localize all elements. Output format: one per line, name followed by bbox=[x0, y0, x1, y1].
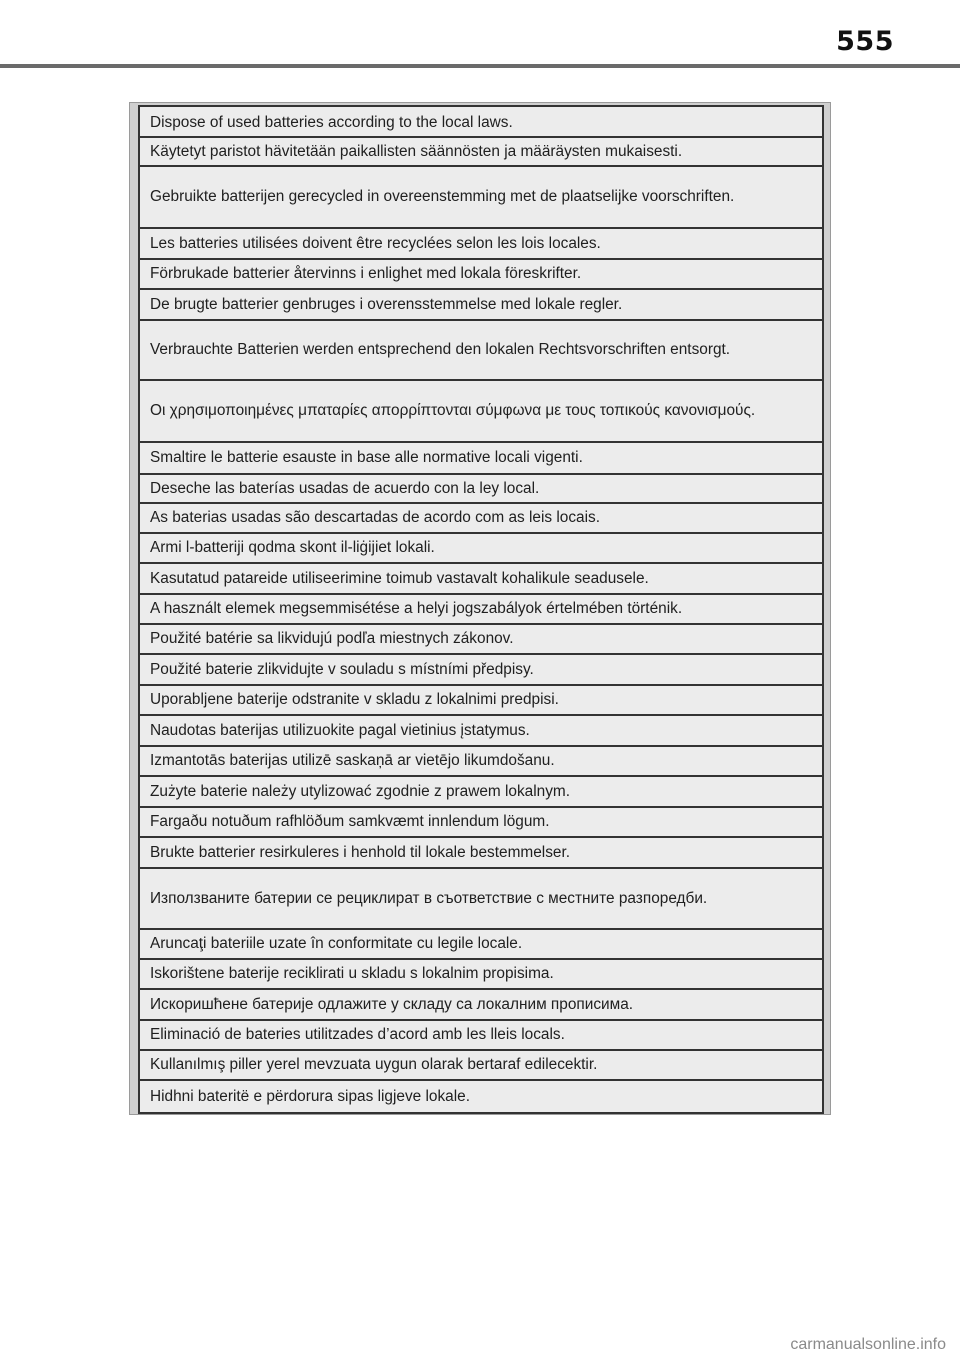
statement-row bbox=[140, 260, 822, 290]
statement-text: Förbrukade batterier återvinns i enlighet med lokala föreskrifter. bbox=[150, 265, 582, 282]
statement-text: Dispose of used batteries according to the local laws. bbox=[150, 114, 513, 131]
statement-text: Zużyte baterie należy utylizować zgodnie z prawem lokalnym. bbox=[150, 782, 571, 800]
battery-disposal-table bbox=[129, 102, 831, 1115]
statement-text: Kasutatud patareide utiliseerimine toimub vastavalt kohalikule seadusele. bbox=[150, 569, 649, 587]
statement-row bbox=[140, 321, 822, 381]
statement-row bbox=[140, 475, 822, 504]
statement-row bbox=[140, 564, 822, 595]
statement-row bbox=[140, 167, 822, 229]
statement-text: Deseche las baterías usadas de acuerdo con la ley local. bbox=[150, 479, 540, 497]
statement-row bbox=[140, 381, 822, 443]
statement-text: Eliminació de bateries utilitzades d’acord amb les lleis locals. bbox=[150, 1026, 565, 1043]
statement-row bbox=[140, 960, 822, 990]
statement-text: Käytetyt paristot hävitetään paikallisten säännösten ja määräysten mukaisesti. bbox=[150, 142, 683, 160]
statement-text: Iskorištene baterije reciklirati u skladu s lokalnim propisima. bbox=[150, 965, 554, 982]
site-watermark: carmanualsonline.info bbox=[790, 1336, 946, 1353]
page-number: 555 bbox=[836, 26, 894, 57]
statement-row bbox=[140, 777, 822, 808]
statement-text: Искоришћене батерије одлажите у складу са локалним прописима. bbox=[150, 995, 634, 1013]
statement-text: Brukte batterier resirkuleres i henhold til lokale bestemmelser. bbox=[150, 843, 571, 861]
statement-text: Použité baterie zlikvidujte v souladu s místními předpisy. bbox=[150, 660, 534, 678]
statement-row bbox=[140, 595, 822, 625]
statement-text: Използваните батерии се рециклират в съответствие с местните разпоредби. bbox=[150, 889, 708, 907]
statement-row bbox=[140, 1021, 822, 1051]
statement-row bbox=[140, 655, 822, 686]
statement-row bbox=[140, 290, 822, 321]
statement-row bbox=[140, 747, 822, 777]
statement-row bbox=[140, 869, 822, 930]
statement-row bbox=[140, 534, 822, 564]
statement-row bbox=[140, 107, 822, 138]
statement-text: Gebruikte batterijen gerecycled in overeenstemming met de plaatselijke voorschriften. bbox=[150, 188, 735, 205]
statement-row bbox=[140, 716, 822, 747]
statement-text: Verbrauchte Batterien werden entsprechend den lokalen Rechtsvorschriften entsorgt. bbox=[150, 341, 731, 358]
statement-row bbox=[140, 443, 822, 475]
statement-row bbox=[140, 838, 822, 869]
statement-text: Hidhni bateritë e përdorura sipas ligjeve lokale. bbox=[150, 1087, 470, 1105]
statement-row bbox=[140, 504, 822, 534]
statement-row bbox=[140, 808, 822, 838]
statement-row bbox=[140, 1081, 822, 1114]
statement-text: Aruncaţi bateriile uzate în conformitate cu legile locale. bbox=[150, 935, 523, 952]
statement-row bbox=[140, 1051, 822, 1081]
header-rule bbox=[0, 64, 960, 68]
statement-text: Použité batérie sa likvidujú podľa miestnych zákonov. bbox=[150, 630, 514, 647]
statement-text: Naudotas baterijas utilizuokite pagal vietinius įstatymus. bbox=[150, 721, 530, 739]
statement-text: Uporabljene baterije odstranite v skladu z lokalnimi predpisi. bbox=[150, 691, 559, 708]
statement-text: Kullanılmış piller yerel mevzuata uygun olarak bertaraf edilecektir. bbox=[150, 1056, 598, 1073]
statement-rows bbox=[138, 105, 824, 1114]
statement-text: Smaltire le batterie esauste in base alle normative locali vigenti. bbox=[150, 449, 583, 466]
statement-text: De brugte batterier genbruges i overensstemmelse med lokale regler. bbox=[150, 295, 623, 313]
statement-text: Izmantotās baterijas utilizē saskaņā ar vietējo likumdošanu. bbox=[150, 752, 555, 769]
statement-row bbox=[140, 686, 822, 716]
statement-text: Armi l-batteriji qodma skont il-liġijiet lokali. bbox=[150, 539, 435, 556]
statement-row bbox=[140, 625, 822, 655]
statement-row bbox=[140, 930, 822, 960]
statement-row bbox=[140, 229, 822, 260]
statement-text: As baterias usadas são descartadas de acordo com as leis locais. bbox=[150, 509, 600, 526]
statement-row bbox=[140, 138, 822, 167]
statement-text: Fargaðu notuðum rafhlöðum samkvæmt innlendum lögum. bbox=[150, 813, 550, 830]
statement-row bbox=[140, 990, 822, 1021]
statement-text: Οι χρησιμοποιημένες μπαταρίες απορρίπτονται σύμφωνα με τους τοπικούς κανονισμούς. bbox=[150, 402, 756, 419]
statement-text: Les batteries utilisées doivent être recyclées selon les lois locales. bbox=[150, 234, 601, 252]
statement-text: A használt elemek megsemmisétése a helyi jogszabályok értelmében történik. bbox=[150, 600, 683, 617]
